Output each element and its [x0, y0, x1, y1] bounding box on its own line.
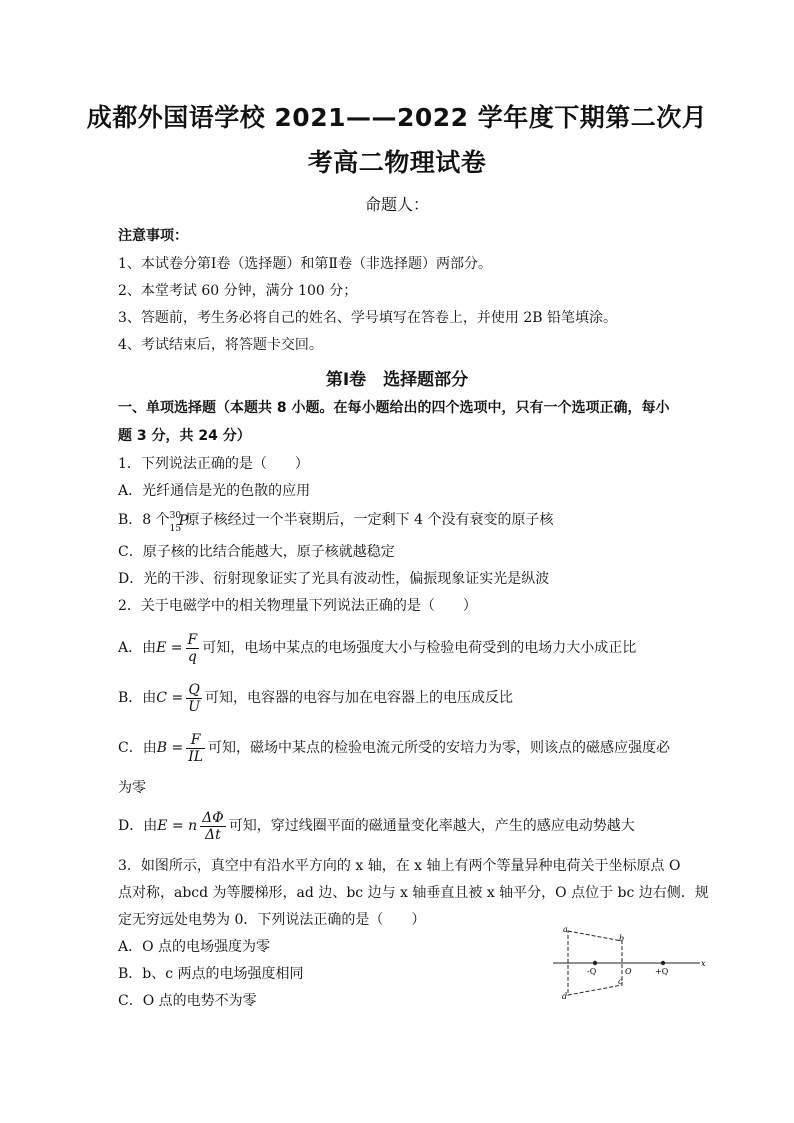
q1-option-c: C．原子核的比结合能越大，原子核就越稳定 — [118, 544, 395, 560]
fraction-numerator: F — [187, 631, 198, 648]
note-item-3: 3、答题前，考生务必将自己的姓名、学号填写在答卷上，并使用 2B 铅笔填涂。 — [118, 310, 618, 326]
section-instruction-line2: 题 3 分，共 24 分） — [118, 428, 251, 444]
vertex-c-label: c — [618, 977, 623, 986]
positive-charge-label: +Q — [655, 967, 669, 976]
q2-option-b-prefix: B．由 — [118, 690, 157, 706]
fraction-denominator: Δt — [205, 826, 221, 843]
q3-option-b: B．b、c 两点的电场强度相同 — [118, 966, 304, 982]
exam-title-line2: 考高二物理试卷 — [307, 148, 487, 177]
formula-lhs: E = — [156, 640, 183, 656]
q2-option-a-text: 可知，电场中某点的电场强度大小与检验电荷受到的电场力大小成正比 — [202, 640, 637, 656]
q2-option-d-prefix: D．由 — [118, 818, 158, 834]
note-item-2: 2、本堂考试 60 分钟，满分 100 分； — [118, 283, 358, 299]
positive-charge-dot — [661, 961, 665, 965]
fraction-denominator: IL — [188, 748, 204, 765]
notes-heading: 注意事项： — [118, 228, 188, 244]
section-instruction-line1: 一、单项选择题（本题共 8 小题。在每小题给出的四个选项中，只有一个选项正确，每小 — [118, 400, 670, 416]
origin-label: O — [625, 967, 632, 976]
formula-fraction — [186, 732, 205, 765]
q2-option-d — [118, 808, 635, 844]
q2-option-a — [118, 630, 636, 666]
formula-lhs: E = n — [157, 818, 198, 834]
author-label: 命题人： — [364, 195, 429, 214]
formula-lhs: C = — [156, 690, 184, 706]
q2-option-c-text: 可知，磁场中某点的检验电流元所受的安培力为零，则该点的磁感应强度必 — [208, 740, 671, 756]
trapezoid-charge-figure — [550, 923, 710, 1003]
fraction-denominator: q — [187, 648, 197, 665]
q1-stem: 1．下列说法正确的是（ ） — [118, 456, 309, 472]
fraction-denominator: U — [188, 698, 201, 715]
formula-fraction — [200, 810, 226, 843]
q2-option-b-text: 可知，电容器的电容与加在电容器上的电压成反比 — [205, 690, 514, 706]
q1-option-b — [118, 510, 554, 534]
q1-option-a: A．光纤通信是光的色散的应用 — [118, 483, 311, 499]
nuclide-symbol — [169, 510, 189, 534]
q2-option-b — [118, 680, 513, 716]
nuclide-atomic-number: 15 — [169, 524, 182, 534]
negative-charge-dot — [593, 961, 597, 965]
q1-option-d: D．光的干涉、衍射现象证实了光具有波动性，偏振现象证实光是纵波 — [118, 571, 550, 587]
q3-stem-line1: 3．如图所示，真空中有沿水平方向的 x 轴，在 x 轴上有两个等量异种电荷关于坐标原点 O — [118, 858, 681, 874]
negative-charge-label: -Q — [587, 967, 597, 976]
q1-option-b-prefix: B．8 个 — [118, 512, 170, 528]
q2-option-c-prefix: C．由 — [118, 740, 157, 756]
q2-stem: 2．关于电磁学中的相关物理量下列说法正确的是（ ） — [118, 598, 477, 614]
q2-option-c — [118, 730, 670, 766]
formula-lhs: B = — [156, 740, 184, 756]
q3-option-a: A．O 点的电场强度为零 — [118, 939, 271, 955]
q3-option-c: C．O 点的电势不为零 — [118, 993, 257, 1009]
note-item-4: 4、考试结束后，将答题卡交回。 — [118, 337, 323, 353]
formula-fraction — [186, 682, 202, 715]
exam-title-line1: 成都外国语学校 2021——2022 学年度下期第二次月 — [86, 103, 708, 132]
q2-option-c-continued: 为零 — [118, 780, 146, 796]
section-title: 第Ⅰ卷 选择题部分 — [325, 370, 469, 390]
x-axis-label: x — [701, 959, 706, 968]
formula-fraction — [186, 632, 200, 665]
vertex-a-label: a — [563, 925, 568, 934]
fraction-numerator: F — [186, 732, 205, 749]
q1-option-b-text: 原子核经过一个半衰期后，一定剩下 4 个没有衰变的原子核 — [185, 512, 554, 528]
vertex-d-label: d — [562, 992, 568, 1001]
note-item-1: 1、本试卷分第Ⅰ卷（选择题）和第Ⅱ卷（非选择题）两部分。 — [118, 256, 492, 272]
q3-stem-line2: 点对称，abcd 为等腰梯形，ad 边、bc 边与 x 轴垂直且被 x 轴平分，O 点位于 bc 边右侧．规 — [118, 885, 709, 901]
nuclide-letter: P — [178, 513, 189, 529]
vertex-b-label: b — [619, 934, 625, 943]
q2-option-a-prefix: A．由 — [118, 640, 157, 656]
nuclide-mass-number: 30 — [169, 511, 182, 521]
q2-option-d-text: 可知，穿过线圈平面的磁通量变化率越大，产生的感应电动势越大 — [228, 818, 635, 834]
fraction-numerator: ΔΦ — [202, 809, 224, 826]
q3-stem-line3: 定无穷远处电势为 0．下列说法正确的是（ ） — [118, 912, 426, 928]
fraction-numerator: Q — [186, 682, 202, 699]
